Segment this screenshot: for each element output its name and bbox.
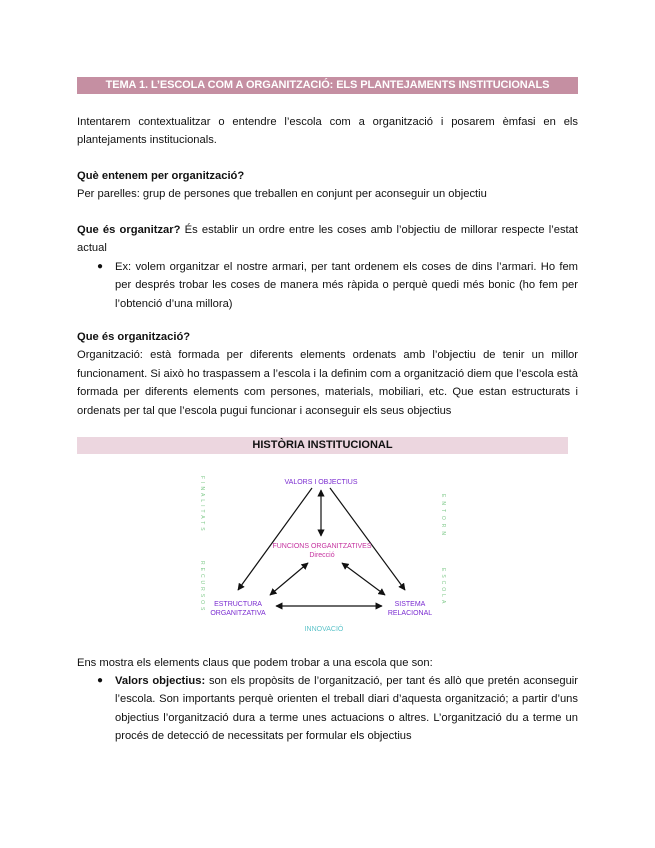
arrow-top-to-right [330,488,405,590]
question-3 [77,328,578,420]
arrow-center-right [342,563,385,595]
bullet-icon: ● [97,675,104,686]
intro-paragraph: Intentarem contextualitzar o entendre l’escola com a organització i posarem èmfasi en els plantejaments institucionals. [77,116,578,147]
node-top: VALORS I OBJECTIUS [284,479,358,486]
elements-intro: Ens mostra els elements claus que podem trobar a una escola que son: [77,657,433,669]
side-left-bottom: RECURSOS [199,561,205,614]
side-right-bottom: ESCOLA [440,568,446,607]
node-left-line2: ORGANITZATIVA [210,610,266,617]
document-title: TEMA 1. L’ESCOLA COM A ORGANITZACIÓ: ELS PLANTEJAMENTS INSTITUCIONALS [77,77,578,94]
question-2-text: És establir un ordre entre les coses amb l’objectiu de millorar respecte l’estat actual [77,224,578,255]
node-center-line1: FUNCIONS ORGANITZATIVES [272,543,372,550]
question-1-text: Per parelles: grup de persones que treballen en conjunt per aconseguir un objectiu [77,188,487,201]
arrow-center-left [270,563,308,595]
question-2-bullet [77,258,578,313]
question-3-text: Organització: està formada per diferents elements ordenats amb l’objectiu de tenir un millor funcionament. Si això ho traspassem a l’escola i la definim com a organització diem que l’escola està formada per diferents elements com persones, materials, mobiliari, etc. Que estan estructurats i ordenats per tal que l’escola pugui funcionar i aconseguir els seus objectius [77,349,578,417]
node-right-line2: RELACIONAL [387,610,433,617]
question-1 [77,167,578,204]
institutional-diagram [190,468,470,638]
section-title: HISTÒRIA INSTITUCIONAL [77,437,568,454]
question-3-heading: Que és organització? [77,331,191,343]
question-2 [77,221,578,258]
values-bullet-text [115,672,578,746]
side-left-top: FINALITATS [199,476,205,534]
values-text: son els propòsits de l’organització, per tant és allò que pretén aconseguir l’escola. Son importants perquè orienten el treball diari d’aquesta organització; a partir d’uns objectius l’organització dura a terme unes actuacions o altres. L’organització du a terme un procés de detecció de necessitats per formular els objectius [115,675,579,743]
question-2-bullet-text: Ex: volem organitzar el nostre armari, per tant ordenem els coses de dins l’armari. Ho fem per després trobar les coses de manera més ràpida o perquè quedi més bonic (ho fem per l’obtenció d’una millora) [115,261,578,310]
node-center-line2: Direcció [309,552,335,559]
question-2-heading: Que és organitzar? [77,224,181,236]
bullet-icon: ● [97,261,104,272]
node-right-line1: SISTEMA [394,601,426,608]
node-left-line1: ESTRUCTURA [214,601,262,608]
node-bottom: INNOVACIÓ [304,626,344,633]
arrow-top-to-left [238,488,312,590]
question-1-heading: Què entenem per organització? [77,170,245,182]
values-bullet [77,672,578,746]
values-heading: Valors objectius: [115,675,206,687]
side-right-top: ENTORN [440,494,446,540]
